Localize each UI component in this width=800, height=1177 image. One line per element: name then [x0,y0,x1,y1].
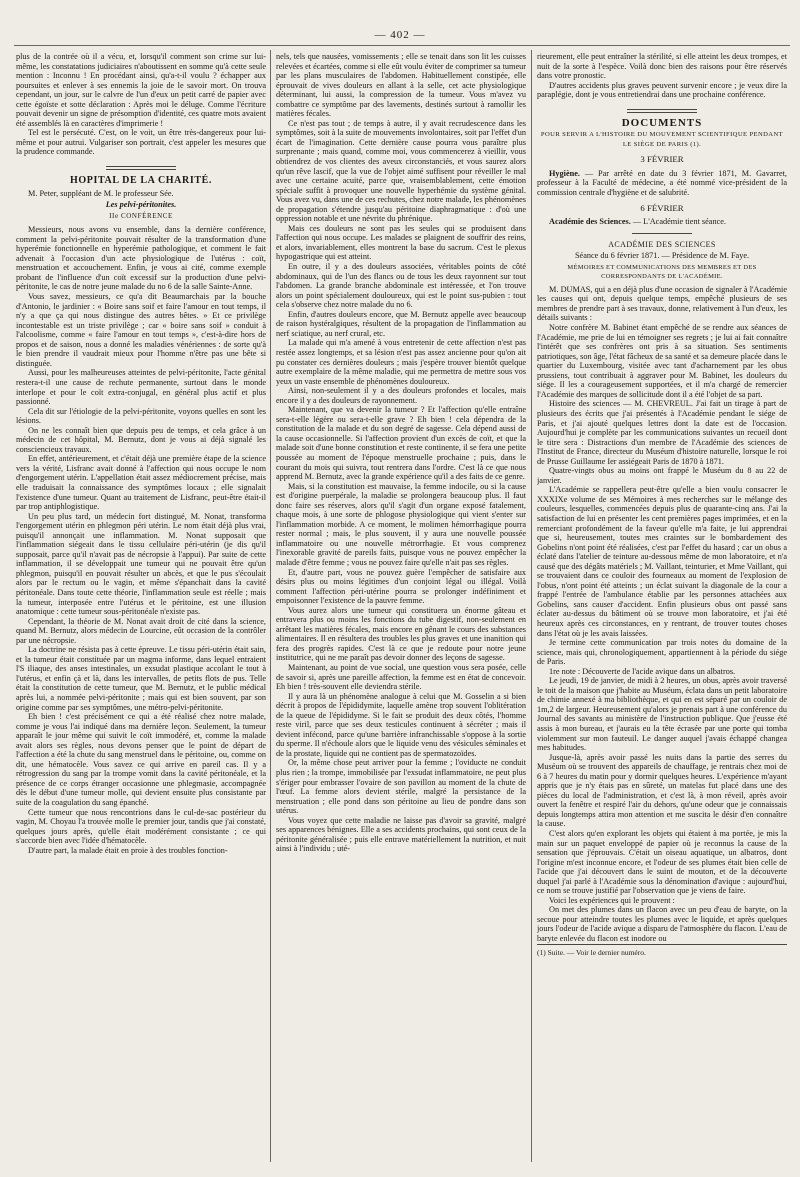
paragraph: Mais ces douleurs ne sont pas les seules qui se produisent dans l'affection qui nous occupe. Les malades se plaignent de souffrir des reins, et alors, invariablement, elles montrent la base du sacrum. C'est le plexus hypogastrique qui est atteint. [276,223,526,262]
paragraph: Cette tumeur que nous rencontrions dans le cul-de-sac postérieur du vagin, M. Choyau l'a trouvée molle le premier jour, tandis que j'ai constaté, quelques jours après, qu'elle était modérément consistante ; ce qui s'accorde bien avec l'idée d'hématocèle. [16,807,266,846]
paragraph: M. DUMAS, qui a en déjà plus d'une occasion de signaler à l'Académie les causes qui ont, depuis quelque temps, empêché plusieurs de ses membres de prendre part à ses travaux, donne, relativement à l'un d'eux, les détails suivants : [537,284,787,323]
header-rule [14,45,790,46]
paragraph: Cela dit sur l'étiologie de la pelvi-péritonite, voyons quelles en sont les lésions. [16,406,266,426]
paragraph: Voici les expériences qui le prouvent : [549,895,675,905]
paragraph: Ce n'est pas tout ; de temps à autre, il y avait recrudescence dans les symptômes, soit à la suite de mouvements involontaires, soit par l'effet d'un écart de l'imagination. Cette dernière cause pourra vous paraître plus surprenante ; mais quand, comme moi, vous commencerez à vieillir, vous obtiendrez de vos clientes des aveux circonstanciés, et vous saurez alors qu'un rêve lascif, que la vue de l'objet aimé suffisent pour réveiller le mal avec une certaine acuité, parce que, vraisemblablement, cette émotion spéciale suffit à provoquer une nouvelle hyperhémie du système génital. Vous avez vu, dans une de ces rechutes, chez notre malade, les phénomènes de propagation s'étendre jusqu'au péritoine diaphragmatique : d'où une oppression notable et une névrite du phrénique. [276,118,526,224]
paragraph: En effet, antérieurement, et c'était déjà une première étape de la science vers la vérité, Lisfranc avait donné à l'affection qui nous occupe le nom d'engorgement utérin. L'appellation était assez médiocrement précise, mais elle traduisait la connaissance des symptômes locaux ; elle signalait l'existence d'une tumeur. Quant au traitement de Lisfranc, peut-être était-il par trop antiphlogistique. [16,454,266,512]
paragraph: Enfin, d'autres douleurs encore, que M. Bernutz appelle avec beaucoup de raison hystéralgiques, résultent de la propagation de l'inflammation au nerf sciatique, au nerf crural, etc. [276,309,526,338]
section-title: HOPITAL DE LA CHARITÉ. [70,175,212,187]
rubric: Académie des Sciences. [549,217,631,227]
paragraph: — L'Académie tient séance. [632,217,726,227]
paragraph: Or, la même chose peut arriver pour la femme ; l'oviducte ne conduit plus rien ; la trompe, immobilisée par l'exsudat inflammatoire, ne peut plus s'ériger pour embrasser l'ovaire de son pavillon au moment de la chute de l'œuf. La femme alors devient stérile, malgré la persistance de la menstruation ; elle pond dans son péritoine au lieu de pondre dans son utérus. [276,758,526,816]
paragraph: Histoire des sciences — M. CHEVREUL. J'ai fait un tirage à part de plusieurs des écrits que j'ai présentés à l'Académie pendant le siége de Paris, et j'ai ajouté quelques lettres dont la date est de l'occasion. Aujourd'hui je complète par les communications suivantes un recueil dont le titre sera : Distractions d'un membre de l'Académie des sciences de l'Institut de France, directeur du Muséum d'histoire naturelle, lorsque le roi de Prusse Guillaume Ier assiégeait Paris de 1870 à 1871. [537,399,787,466]
byline: M. Peter, suppléant de M. le professeur Sée. [28,188,174,198]
footnote: (1) Suite. — Voir le dernier numéro. [537,944,787,958]
column-divider [531,50,532,1162]
rubric: Hygiène. [549,168,580,178]
paragraph: L'Académie se rappellera peut-être qu'elle a bien voulu consacrer le XXXIXe volume de ses Mémoires à mes recherches sur le mélange des couleurs, lesquelles, commencées depuis plus de quarante-cinq ans. J'ai la satisfaction de lui en présenter les cent premières pages imprimées, et en la remerciant profondément de la faveur qu'elle m'a faite, je lui apprendrai que si, heureusement, toutes mes craintes sur le bombardement des Gobelins n'ont point été réalisées, c'est par l'effet du hasard ; car un obus a éclaté dans l'atelier de teinture au-dessous même de mon laboratoire, et n'a causé que des dégâts matériels ; M. Vaillant, teinturier, et Mme Vaillant, qui se trouvaient dans ce couloir des fourneaux au moment de l'explosion de l'obus, n'ont point été atteints ; un éclat suivant la diagonale de la cour a frappé l'entrée de l'ambulance établie par les personnes attachées aux Gobelins, sans causer d'accident. Enfin plusieurs obus ont passé sans éclater au-dessus du bâtiment où se trouve mon laboratoire, et j'ai été heureux après ces circonstances, en y rentrant, de trouver toutes choses dans l'état où je les avais laissées. [537,485,787,638]
session-line: Séance du 6 février 1871. — Présidence de M. Faye. [574,251,750,261]
paragraph: D'autre part, la malade était en proie à des troubles fonction- [28,845,228,855]
column-2 [276,52,526,1162]
section-title: DOCUMENTS [621,116,703,129]
paragraph: Vous aurez alors une tumeur qui constituera un énorme gâteau et entravera plus ou moins les fonctions du tube digestif, non-seulement en arrêtant les matières fécales, mais encore en gênant le cours des substances alimentaires. Il en résultera des troubles les plus graves et une inanition qui fera des progrès rapides. C'est là ce que je redoute pour notre jeune institutrice, qui ne me paraît pas devoir donner des leçons de sagesse. [276,605,526,663]
paragraph: Jusque-là, après avoir passé les nuits dans la partie des serres du Muséum où se trouvent des appareils de chauffage, je rentrais chez moi de 6 à 7 heures du matin pour y dormir quelques heures. L'expérience m'ayant appris que je n'y étais pas en sûreté, un matelas fut placé dans une des pièces du local de l'administration, et c'est là, à mon réveil, après avoir ouvert la fenêtre et respiré l'air du dehors, qu'une odeur que je connaissais depuis longtemps attira mon attention et me suscita le désir d'en connaître la cause. [537,752,787,829]
paragraph: Maintenant, que va devenir la tumeur ? Et l'affection qu'elle entraîne sera-t-elle légère ou sera-t-elle grave ? Eh bien ! cela dépendra de la constitution de la malade et du son degré de sagesse. Cela dépend aussi de la cause occasionnelle. Si l'affection provient d'un excès de coït, et que la malade soit d'une bonne constitution et reste continente, il se fera une petite poussée au moment de l'époque menstruelle prochaine ; puis, dans le courant du mois qui suivra, tout rentrera dans l'ordre. C'est là ce que nous apprend M. Bernutz, avec la grande expérience qu'il a des faits de ce genre. [276,405,526,482]
paragraph: Aussi, pour les malheureuses atteintes de pelvi-péritonite, l'acte génital restera-t-il une cause de rechute permanente, surtout dans le monde interlope et pour le coït extra-conjugal, en général plus actif et plus passionné. [16,368,266,407]
paragraph: Quatre-vingts obus au moins ont frappé le Muséum du 8 au 22 de janvier. [537,466,787,485]
paragraph: Et, d'autre part, vous ne pouvez guère l'empêcher de satisfaire aux désirs plus ou moins légitimes d'un conjoint légal ou illégal. Voilà comment l'affection péri-utérine pourra se prolonger indéfiniment et empoisonner l'existence de la pauvre femme. [276,567,526,606]
paragraph: On ne les connaît bien que depuis peu de temps, et cela grâce à un médecin de cet hôpital, M. Bernutz, dont je vous ai déjà signalé les consciencieux travaux. [16,425,266,454]
page-number: — 402 — [374,29,426,41]
paragraph: La malade qui m'a amené à vous entretenir de cette affection n'est pas restée assez longtemps, et sa lésion n'est pas assez ancienne pour qu'on ait pu constater ces dernières douleurs ; mais j'espère trouver bientôt quelque autre exemplaire de la même maladie, qui me permettra de mettre sous vos yeux un vaste ensemble de phénomènes douloureux. [276,338,526,386]
paragraph: Mais, si la constitution est mauvaise, la femme indocile, ou si la cause est d'origine puerpérale, la maladie se prolongera beaucoup plus. Il faut donc faire ses réserves, alors qu'il s'agit d'un organe exposé fatalement, chaque mois, à une sorte de phlogose physiologique qui vient s'enter sur l'inflammation morbide. A ce moment, le molimen hémorrhagique pourra rester normal ; mais, le plus souvent, il y aura une nouvelle poussée inflammatoire ou une nouvelle métrorrhagie. Et vous comprenez l'inexorable gravité de pareils faits, puisque vous ne pouvez empêcher la malade d'être femme ; vous ne pouvez faire qu'elle n'ait pas ses règles. [276,481,526,567]
paragraph: Un peu plus tard, un médecin fort distingué, M. Nonat, transforma l'engorgement utérin en phlegmon péri utérin. Le nom était déjà plus vrai, puisqu'il annonçait une inflammation. M. Nonat supposait que l'inflammation siégeait dans le tissu cellulaire péri-utérin (je dis qu'il supposait, parce qu'il n'avait pas de nécropsie à l'appui). Par suite de cette inflammation, il se développait une tumeur qui ne pouvait être qu'un phlegmon, puisqu'il en pouvait résulter un abcès, et que le pus s'écoulait alors par le rectum ou le vagin, et même s'épanchait dans la cavité péritonéale. Dans toute cette théorie, l'inflammation seule est réelle ; mais la tumeur, interposée entre l'utérus et le péritoine, est une illusion anatomique : cette tumeur sous-péritonéale n'existe pas. [16,511,266,617]
paragraph: 1re note : Découverte de l'acide avique dans un albatros. [549,666,736,676]
paragraph: D'autres accidents plus graves peuvent survenir encore ; je veux dire la paraplégie, dont je vous entretiendrai dans une prochaine conférence. [537,80,787,100]
academy-title: ACADÉMIE DES SCIENCES [608,239,716,249]
paragraph: rieurement, elle peut entraîner la stérilité, si elle atteint les deux trompes, et nuit de la sorte à l'espèce. Voilà donc bien des raisons pour être réservés dans votre pronostic. [537,52,787,81]
paragraph: Vous voyez que cette maladie ne laisse pas d'avoir sa gravité, malgré ses apparences bénignes. Elle a ses accidents prochains, qui sont ceux de la péritonite généralisée ; puis elle entrave matériellement la nutrition, et nuit ainsi à l'individu ; uté- [276,815,526,854]
conference-label: IIe CONFÉRENCE [109,211,173,220]
paragraph: La doctrine ne résista pas à cette épreuve. Le tissu péri-utérin était sain, et la tumeur était constituée par un magma informe, dans lequel entraient l'S iliaque, des anses intestinales, un exsudat plastique accolant le tout à l'utérus, et enfin çà et là, dans les intervalles, de petits flots de pus. Telle était la constitution de cette tumeur, que M. Bernutz, et le public médical après lui, a nommée pelvi-péritonite ; mais qui est bien souvent, par son origine comme par ses symptômes, une métro-pelvi-péritonite. [16,645,266,712]
paragraph: Notre confrère M. Babinet étant empêché de se rendre aux séances de l'Académie, me prie de lui en témoigner ses regrets ; je lui ai fait connaître l'intérêt que ses confrères ont pris à sa situation. Ses sentiments patriotiques, son âge, l'état fâcheux de sa santé et sa demeure placée dans le quartier du Luxembourg, visitée avec tant d'acharnement par les obus prussiens, tout contribuait à aggraver pour M. Babinet, les douleurs du siége. Il les a courageusement supportées, et il m'a chargé de remercier l'Académie des marques de sollicitude dont il a été l'objet de sa part. [537,323,787,399]
date-heading: 6 FÉVRIER [640,202,684,213]
column-divider [270,50,271,1162]
paragraph: C'est alors qu'en explorant les objets qui étaient à ma portée, je mis la main sur un paquet enveloppé de papier où je reconnus la cause de la sensation que j'éprouvais. C'était un oiseau aquatique, un albatros, dont l'origine m'est inconnue encore, et l'odeur de ses plumes était bien celle de l'acide que j'ai découvert dans le suint de mouton, et de la découverte duquel j'ai parlé à l'Académie sous la dénomination d'avique : aujourd'hui, ce nom se trouve justifié par l'observation que je viens de faire. [537,829,787,896]
paragraph: Je termine cette communication par trois notes du domaine de la science, mais qui, chronologiquement, appartiennent à la période du siége de Paris. [537,638,787,667]
paragraph: Il y aura là un phénomène analogue à celui que M. Gosselin a si bien décrit à propos de l'épididymite, laquelle amène trop souvent l'oblitération de la queue de l'épididyme. Si le fait se produit des deux côtés, l'homme reste viril, parce que ses deux testicules continuent à sécréter ; mais il devient infécond, parce qu'une barrière infranchissable s'oppose à la sortie du sperme. Il n'échoule alors que le liquide venu des vésicules séminales et de la prostate, liquide qui ne contient pas de spermatozoïdes. [276,691,526,758]
paragraph: Cependant, la théorie de M. Nonat avait droit de cité dans la science, quand M. Bernutz, alors médecin de Lourcine, eût occasion de la contrôler par une nécropsie. [16,616,266,645]
section-subtitle: POUR SERVIR A L'HISTOIRE DU MOUVEMENT SCIENTIFIQUE PENDANT LE SIÈGE DE PARIS (1). [540,131,784,148]
paragraph: Tel est le persécuté. C'est, on le voit, un être très-dangereux pour lui-même et pour autrui. Vulgariser son portrait, c'est appeler les mesures que la prudence commande. [16,128,266,157]
section-ornament [537,106,787,113]
section-ornament [16,163,266,170]
paragraph: — Par arrêté en date du 3 février 1871, M. Gavarret, professeur à la Faculté de médecine, a été nommé vice-président de la commission centrale d'hygiène et de salubrité. [537,168,787,198]
column-3 [537,52,787,1162]
date-heading: 3 FÉVRIER [640,154,684,165]
paragraph: plus de la contrée où il a vécu, et, lorsqu'il comment son crime sur lui-même, les constatations judiciaires n'aboutissent en somme qu'à cette seule mention : Inconnu ! En procédant ainsi, qu'a-t-il voulu ? échapper aux poursuites et enlever à ses ennemis la joie de le savoir mort. On trouva cependant, un jour, sur le calvre de l'un d'eux un petit carré de papier avec cette égoïste et sotte déclaration : Après moi le déluge. Comme l'écriture pouvait devenir un signe de présomption d'identité, ces quatre mots avaient été assemblés là en caractères d'imprimerie ! [16,52,266,128]
paragraph: En outre, il y a des douleurs associées, véritables points de côté abdominaux, qui de l'un des flancs ou de tous les deux rayonnent sur tout l'abdomen. La grande branche abdominale est intéressée, et l'on trouve alors un point spécialement douloureux, qui est le point sus-pubien : tout cela s'observe chez notre malade du no 6. [276,262,526,310]
paragraph: Le jeudi, 19 de janvier, de midi à 2 heures, un obus, après avoir traversé le toit de la maison que j'habite au Muséum, éclata dans un petit laboratoire de chimie annexé à ma bibliothèque, et qui en est séparé par un couloir de 1m,2 de largeur. Heureusement qu'alors je prenais part à une conférence du Journal des savants au ministère de l'instruction publique. Que j'eusse été assis à mon bureau, et j'aurais eu la tête écrasée par une porte qui tomba violemment sur mon fauteuil. Le danger auquel j'avais échappé changea mes habitudes. [537,676,787,753]
paragraph: Vous savez, messieurs, ce qu'a dit Beaumarchais par la bouche d'Antonio, le jardinier : « Boire sans soif et faire l'amour en tout temps, il n'y a que ça qui nous distingue des autres bêtes. » Et ce privilège incontestable est un triste privilège ; car « boire sans soif » conduit à l'alcoolisme, comme « faire l'amour en tout temps », c'est-à-dire hors de propos et de saison, nous a donné les maladies vénériennes : de sorte qu'à le bien prendre il vaudrait mieux pour l'homme n'être pas une bête si distinguée. [16,292,266,368]
column-1 [16,52,266,1162]
paragraph: Eh bien ! c'est précisément ce qui a été réalisé chez notre malade, comme je vous l'ai indiqué dans ma dernière leçon. Seulement, la tumeur apparaît le jour même qui suivit le coït immodéré, et, comme la malade avait alors ses règles, nous devons penser que le point de départ de l'affection a été la chute du sang menstruel dans le péritoine, ou, comme on dit, une hématocèle. Vous savez ce qui arrive en pareil cas. Il y a rétrogression du sang par la trompe vomit dans la cavité péritonéale, et la présence de ce corps étranger occasionne une phlegmasie, accompagnée dès le début d'une tumeur molle, qui devient ensuite plus consistante par suite de la coagulation du sang épanché. [16,712,266,808]
paragraph: On met des plumes dans un flacon avec un peu d'eau de baryte, on la secoue pour atteindre toutes les plumes avec le liquide, et après quelques jours l'odeur de l'acide avique a disparu de l'atmosphère du flacon. L'eau de baryte enlevée du flacon est inodore ou [537,905,787,944]
paragraph: nels, tels que nausées, vomissements ; elle se tenait dans son lit les cuisses relevées et écartées, comme si elle eût voulu éviter de comprimer sa tumeur par les plans musculaires de l'abdomen. Habituellement constipée, elle éprouvait de vives douleurs en allant à la selle, cet acte physiologique déterminant, lui aussi, la compression de la tumeur. Vous m'avez vu combattre ce symptôme par des lavements, destinés surtout à ramollir les matières fécales. [276,52,526,119]
paragraph: Messieurs, nous avons vu ensemble, dans la dernière conférence, comment la pelvi-péritonite pouvait résulter de la transformation d'une hyperémie fonctionnelle en hyperémie pathologique, et comment le fait advenait à l'occasion d'un acte physiologique de l'utérus : coït, menstruation et accouchement. Enfin, je vous ai cité, comme exemple probant de l'influence d'un coït excessif sur la production d'une pelvi-péritonite, le cas de notre jeune malade du no 6 de la salle Sainte-Anne. [16,225,266,292]
paragraph: Ainsi, non-seulement il y a des douleurs profondes et locales, mais encore il y a des douleurs de rayonnement. [276,386,526,405]
paragraph: Maintenant, au point de vue social, une question vous sera posée, celle de savoir si, après une pareille affection, la femme est en état de concevoir. Eh bien ! très-souvent elle deviendra stérile. [276,663,526,692]
section-subtitle: Les pelvi-péritonites. [105,200,177,210]
memoires-heading: MÉMOIRES ET COMMUNICATIONS DES MEMBRES ET DES CORRESPONDANTS DE L'ACADÉMIE. [567,263,757,281]
divider [632,233,692,234]
